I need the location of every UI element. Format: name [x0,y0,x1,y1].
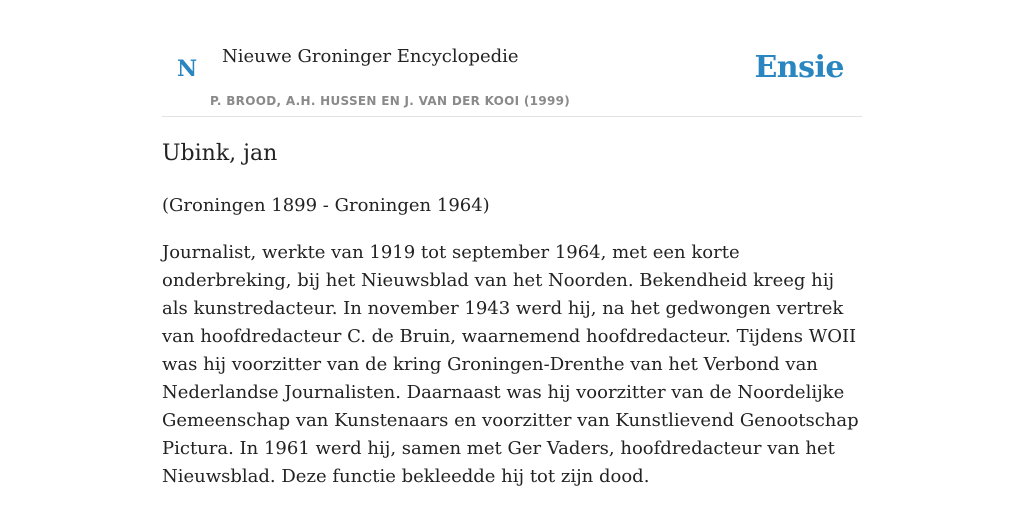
book-title-link[interactable]: Nieuwe Groninger Encyclopedie [222,46,519,67]
book-authors: P. BROOD, A.H. HUSSEN EN J. VAN DER KOOI (1999) [210,94,571,108]
book-logo-icon[interactable]: N [177,56,198,82]
entry-body-text: Journalist, werkte van 1919 tot september 1964, met een korte onderbreking, bij het Nieuwsblad van het Noorden. Bekendheid kreeg hij als kunstredacteur. In november 1943 werd hij, na het gedwongen vertrek van hoofdredacteur C. de Bruin, waarnemend hoofdredacteur. Tijdens WOII was hij voorzitter van de kring Groningen-Drenthe van het Verbond van Nederlandse Journalisten. Daarnaast was hij voorzitter van de Noordelijke Gemeenschap van Kunstenaars en voorzitter van Kunstlievend Genootschap Pictura. In 1961 werd hij, samen met Ger Vaders, hoofdredacteur van het Nieuwsblad. Deze functie bekleedde hij tot zijn dood. [162,242,859,487]
book-header [162,0,862,117]
page-container [162,0,862,487]
entry-life-dates: (Groningen 1899 - Groningen 1964) [162,195,490,216]
ensie-logo[interactable]: Ensie [754,50,844,85]
entry-title: Ubink, jan [162,141,278,166]
